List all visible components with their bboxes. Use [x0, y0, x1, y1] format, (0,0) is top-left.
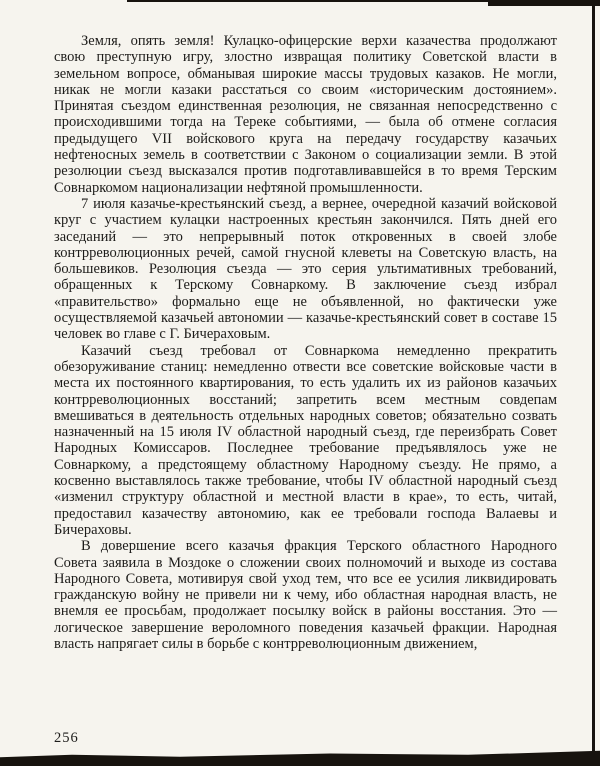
- scan-corner-top-right: [488, 0, 600, 6]
- paragraph-3: Казачий съезд требовал от Совнаркома немедленно прекратить обезоруживание станиц: немедленно отвести все советские войсковые части в места их постоянного квартирования, то есть удалить их из районов казачьих контрреволюционных восстаний; запретить всем местным совдепам вмешиваться в деятельность отдельных народных советов; обязательно созвать назначенный на 15 июля IV областной народный съезд, где переизбрать Совет Народных Комиссаров. Последнее требование предъявлялось уже не Совнаркому, а предстоящему областному Народному съезду. Не прямо, а косвенно выставлялось также требование, чтобы IV областной народный съезд «изменил структуру областной и местной власти в крае», то есть, читай, предоставил казачеству автономию, как ее требовали господа Валаевы и Бичераховы.: [54, 342, 557, 538]
- page-number: 256: [54, 730, 79, 746]
- paragraph-1: Земля, опять земля! Кулацко-офицерские верхи казачества продолжают свою преступную игру, злостно извращая политику Советской власти в земельном вопросе, обманывая широкие массы трудовых казаков. Не могли, никак не могли казаки расстаться со своим «историческим достоянием». Принятая съездом единственная резолюция, не связанная непосредственно с происходившими тогда на Тереке событиями, — была об отмене согласия предыдущего VII войскового круга на передачу государству казачьих нефтеносных земель в соответствии с Законом о социализации земли. В этой резолюции съезд высказался против подготавливавшейся в то время Терским Совнаркомом национализации нефтяной промышленности.: [54, 33, 557, 196]
- paragraph-2: 7 июля казачье-крестьянский съезд, а вернее, очередной казачий войсковой круг с участием кулацки настроенных крестьян закончился. Пять дней его заседаний — это непрерывный поток откровенных в своей злобе контрреволюционных речей, самой гнусной клеветы на Советскую власть, на большевиков. Резолюция съезда — это серия ультимативных требований, обращенных к Терскому Совнаркому. В заключение съезд избрал «правительство» формально еще не объявленной, но фактически уже осуществляемой казачьей автономии — казачье-крестьянский совет в составе 15 человек во главе с Г. Бичераховым.: [54, 195, 557, 343]
- page-text-block: [54, 33, 557, 652]
- scan-edge-right: [592, 0, 595, 766]
- paragraph-4: В довершение всего казачья фракция Терского областного Народного Совета заявила в Моздоке о сложении своих полномочий и выходе из состава Народного Совета, мотивируя свой уход тем, что все ее усилия ликвидировать гражданскую войну не привели ни к чему, ибо областная народная власть, не внемля ее просьбам, продолжает посылку войск в районы восстания. Это — логическое завершение вероломного поведения казачьей фракции. Народная власть напрягает силы в борьбе с контрреволюционным движением,: [54, 538, 557, 652]
- scan-edge-bottom: [0, 750, 600, 766]
